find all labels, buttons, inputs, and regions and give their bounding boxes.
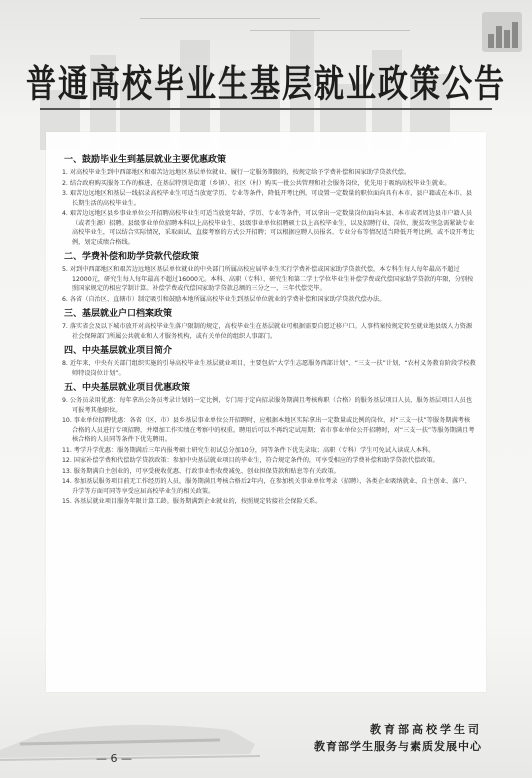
- title-underline: [40, 108, 492, 110]
- publication-logo-icon: [482, 12, 522, 52]
- section-4: [62, 345, 476, 378]
- section-heading: 一、鼓励毕业生到基层就业主要优惠政策: [64, 155, 227, 165]
- section-5: [62, 382, 476, 507]
- section-3: [62, 308, 476, 341]
- issuer-center: 教育部学生服务与素质发展中心: [314, 740, 482, 753]
- policy-item: 2. 结合政府购买服务工作的推进，在基层特别是街道（乡镇）、社区（村）购买一批公共管理和社会服务岗位，优先用于吸纳高校毕业生就业。: [62, 179, 451, 187]
- policy-item: 13. 服务期满自主创业的，可享受税收优惠、行政事业性收费减免、创业担保贷款和贴息等有关政策。: [62, 467, 340, 475]
- policy-item: 11. 考学升学优惠：服务期满后三年内报考硕士研究生初试总分加10分，同等条件下优先录取；高职（专科）学生可免试入读成人本科。: [62, 446, 435, 454]
- policy-item: 9. 公务员录用优惠：每年拿出公务员考录计划的一定比例，专门用于定向招录服务期满且考核称职（合格）的服务基层项目人员，服务基层项目人员也可报考其他职位。: [62, 397, 473, 414]
- section-heading: 五、中央基层就业项目优惠政策: [64, 383, 191, 393]
- policy-item: 15. 各基层就业项目服务年限计算工龄。服务期满到企业就业的，按照规定转接社会保险关系。: [62, 498, 322, 505]
- policy-item: 1. 对高校毕业生到中西部地区和艰苦边远地区基层单位就业、履行一定服务期限的，按规定给予学费补偿和国家助学贷款代偿。: [62, 169, 411, 176]
- section-heading: 二、学费补偿和助学贷款代偿政策: [64, 252, 200, 262]
- policy-item: 8. 近年来，中央有关部门组织实施的引导高校毕业生基层就业项目，主要包括“大学生志愿服务西部计划”、“三支一扶”计划、“农村义务教育阶段学校教师特设岗位计划”。: [62, 360, 476, 377]
- policy-item: 4. 艰苦边远地区县乡事业单位公开招聘高校毕业生可适当放宽年龄、学历、专业等条件，可以拿出一定数量岗位面向本县、本市或者周边县市户籍人员（或者生源）招聘。县级事业单位招聘本科以上高校毕业生、县级事业单位招聘硕士以上高校毕业生，以及招聘行业、岗位、脱贫攻坚急需紧缺专业高校毕业生，可以结合实际情况，采取面试、直接考察的方式公开招聘；可以根据应聘人员报名、专业分布等情况适当降低开考比例，或不设开考比例，划定成绩合格线。: [62, 210, 475, 246]
- policy-content: [62, 152, 476, 511]
- policy-item: 3. 艰苦边远地区和基层一线招录高校毕业生可适当放宽学历、专业等条件，降低开考比例，可设置一定数量的职位面向具有本市、县户籍或在本市、县长期生活的高校毕业生。: [62, 190, 473, 207]
- issuer-department: 教育部高校学生司: [370, 723, 482, 736]
- policy-item: 10. 事业单位招聘优惠：各省（区、市）县乡基层事业单位公开招聘时，应根据本地区实际拿出一定数量或比例的岗位，对“三支一扶”等服务期满考核合格的人员进行专项招聘，并增加工作实绩在考察中的权重。聘用后可以不再约定试用期；省市事业单位公开招聘时，对“三支一扶”等服务期满且考核合格的人员同等条件下优先聘用。: [62, 417, 475, 443]
- section-heading: 三、基层就业户口档案政策: [64, 309, 173, 319]
- section-2: [62, 251, 476, 304]
- policy-item: 7. 落实省会及以下城市放开对高校毕业生落户限制的规定，高校毕业生在基层就业可根据需要自愿迁移户口。人事档案按规定转至就业地县级人力资源社会保障部门所属公共就业和人才服务机构，或有关单位的组织人事部门。: [62, 323, 473, 340]
- page-title: 普通高校毕业生基层就业政策公告: [26, 62, 506, 107]
- policy-item: 12. 国家补偿学费和代偿助学贷款政策：参加中央基层就业项目的毕业生，符合规定条件的，可享受相应的学费补偿和助学贷款代偿政策。: [62, 457, 439, 464]
- policy-item: 6. 各省（自治区、直辖市）制定吸引和鼓励本地所属高校毕业生到基层单位就业的学费补偿和国家助学贷款代偿办法。: [62, 295, 386, 303]
- page-number: — 6 —: [96, 752, 132, 765]
- section-1: [62, 154, 476, 247]
- policy-item: 14. 参加基层服务项目前无工作经历的人员，服务期满且考核合格后2年内，在参加机关事业单位考录（招聘）、各类企业吸纳就业、自主创业、落户、升学等方面可同等享受应届高校毕业生的相关政策。: [62, 478, 471, 495]
- policy-item: 5. 对到中西部地区和艰苦边远地区基层单位就业的中央部门所属高校应届毕业生实行学费补偿或国家助学贷款代偿，本专科生每人每年最高不超过12000元，研究生每人每年最高不超过16000元。本科、高职（专科）、研究生和第二学士学位毕业生补偿学费或代偿国家助学贷款的年限，分别按照国家规定的相应学制计算。补偿学费或代偿国家助学贷款总额的三分之一，三年代偿完毕。: [62, 266, 474, 292]
- section-heading: 四、中央基层就业项目简介: [64, 346, 173, 356]
